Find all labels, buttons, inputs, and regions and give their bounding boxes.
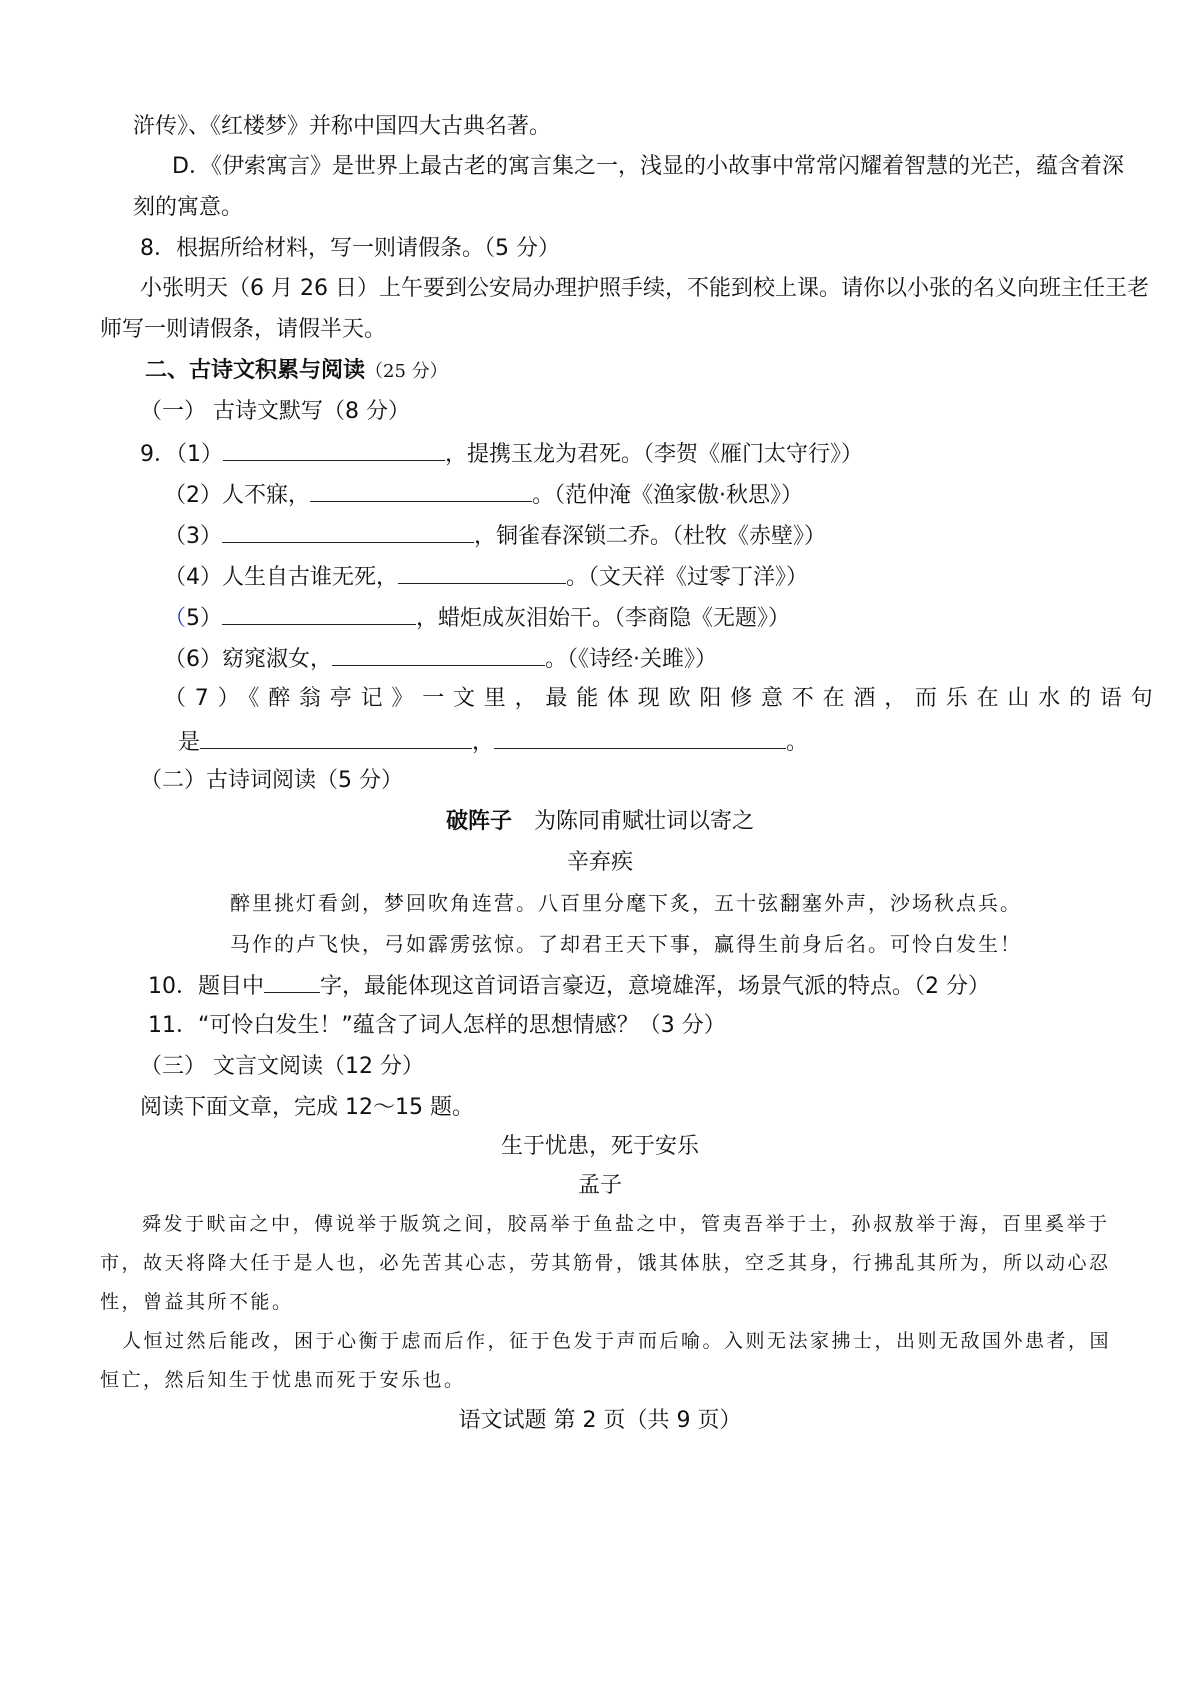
answer-blank-7b[interactable] xyxy=(494,726,786,749)
section-2-score: （25 分） xyxy=(365,361,448,382)
item-7-prefix: 是 xyxy=(178,730,201,755)
item-3-suffix: ，铜雀春深锁二乔。（杜牧《赤壁》） xyxy=(474,524,827,549)
question-11: 11．“可怜白发生！”蕴含了词人怎样的思想情感？（3 分） xyxy=(148,1013,726,1038)
item-7-comma: ， xyxy=(472,730,495,755)
subsection-1-title: （一） 古诗文默写（8 分） xyxy=(140,399,410,424)
essay-p1-line2: 市，故天将降大任于是人也，必先苦其心志，劳其筋骨，饿其体肤，空乏其身，行拂乱其所为，所以动心忍 xyxy=(100,1252,1111,1274)
answer-blank-3[interactable] xyxy=(222,520,474,543)
item-5-open-paren: （ xyxy=(164,606,187,631)
essay-p1-line3: 性，曾益其所不能。 xyxy=(100,1291,294,1313)
question-9-item-2 xyxy=(164,479,803,511)
item-1-suffix: ，提携玉龙为君死。（李贺《雁门太守行》） xyxy=(445,442,864,467)
question-9-item-7-line1: （7）《醉翁亭记》一文里，最能体现欧阳修意不在酒，而乐在山水的语句 xyxy=(164,686,1162,711)
answer-blank-10[interactable] xyxy=(264,970,320,993)
subsection-3-title: （三） 文言文阅读（12 分） xyxy=(140,1054,424,1079)
subsection-2-title: （二）古诗词阅读（5 分） xyxy=(140,768,403,793)
item-5-prefix: 5） xyxy=(186,606,223,631)
item-6-prefix: （6）窈窕淑女， xyxy=(164,647,332,672)
answer-blank-7a[interactable] xyxy=(200,726,472,749)
question-8-body-line2: 师写一则请假条，请假半天。 xyxy=(100,317,387,342)
poem-line-2: 马作的卢飞快，弓如霹雳弦惊。了却君王天下事，赢得生前身后名。可怜白发生！ xyxy=(230,932,1022,956)
essay-author: 孟子 xyxy=(577,1173,622,1198)
question-10-suffix: 字，最能体现这首词语言豪迈，意境雄浑，场景气派的特点。（2 分） xyxy=(320,974,990,999)
poem-title-tune: 破阵子 xyxy=(445,809,512,834)
answer-blank-6[interactable] xyxy=(332,643,545,666)
reading-instruction: 阅读下面文章，完成 12～15 题。 xyxy=(140,1095,474,1120)
item-4-prefix: （4）人生自古谁无死， xyxy=(164,565,398,590)
item-3-prefix: （3） xyxy=(164,524,222,549)
prev-line: 浒传》、《红楼梦》并称中国四大古典名著。 xyxy=(133,114,552,139)
question-9-item-3 xyxy=(164,520,826,552)
poem-title-subtitle: 为陈同甫赋壮词以寄之 xyxy=(534,809,755,834)
poem-author: 辛弃疾 xyxy=(566,850,633,875)
answer-blank-5[interactable] xyxy=(222,602,416,625)
essay-p2-line1: 人恒过然后能改，困于心衡于虑而后作，征于色发于声而后喻。入则无法家拂士，出则无敌国外患者，国 xyxy=(122,1330,1112,1352)
question-9-item-7-line2 xyxy=(178,726,808,758)
item-2-prefix: （2）人不寐， xyxy=(164,483,310,508)
essay-p1-line1: 舜发于畎亩之中，傅说举于版筑之间，胶鬲举于鱼盐之中，管夷吾举于士，孙叔敖举于海，百里奚举于 xyxy=(142,1213,1110,1235)
section-2-heading xyxy=(145,356,448,387)
question-8-body-line1: 小张明天（6 月 26 日）上午要到公安局办理护照手续，不能到校上课。请你以小张的名义向班主任王老 xyxy=(140,276,1149,301)
essay-title: 生于忧患，死于安乐 xyxy=(500,1134,699,1159)
question-10 xyxy=(148,970,990,1002)
poem-line-1: 醉里挑灯看剑，梦回吹角连营。八百里分麾下炙，五十弦翻塞外声，沙场秋点兵。 xyxy=(230,891,1022,915)
question-9-item-6 xyxy=(164,643,717,675)
item-2-suffix: 。（范仲淹《渔家傲·秋思》） xyxy=(532,483,803,508)
question-9-item-5 xyxy=(164,602,790,634)
question-8-title: 8．根据所给材料，写一则请假条。（5 分） xyxy=(140,236,560,261)
answer-blank-4[interactable] xyxy=(398,561,566,584)
item-5-suffix: ，蜡炬成灰泪始干。（李商隐《无题》） xyxy=(416,606,791,631)
answer-blank-1[interactable] xyxy=(223,438,445,461)
item-1-prefix: 9．（1） xyxy=(140,442,223,467)
question-9-item-1 xyxy=(140,438,863,470)
poem-title xyxy=(0,807,1200,837)
essay-p2-line2: 恒亡，然后知生于忧患而死于安乐也。 xyxy=(100,1369,466,1391)
option-d-line1: D．《伊索寓言》是世界上最古老的寓言集之一，浅显的小故事中常常闪耀着智慧的光芒，蕴含着深 xyxy=(172,154,1124,179)
answer-blank-2[interactable] xyxy=(310,479,532,502)
option-d-line2: 刻的寓意。 xyxy=(133,195,244,220)
question-10-prefix: 10．题目中 xyxy=(148,974,264,999)
item-4-suffix: 。（文天祥《过零丁洋》） xyxy=(566,565,809,590)
question-9-item-4 xyxy=(164,561,808,593)
section-2-title: 二、古诗文积累与阅读 xyxy=(145,358,366,383)
page-footer: 语文试题 第 2 页（共 9 页） xyxy=(458,1408,742,1433)
item-6-suffix: 。（《诗经·关雎》） xyxy=(545,647,717,672)
item-7-suffix: 。 xyxy=(786,730,809,755)
